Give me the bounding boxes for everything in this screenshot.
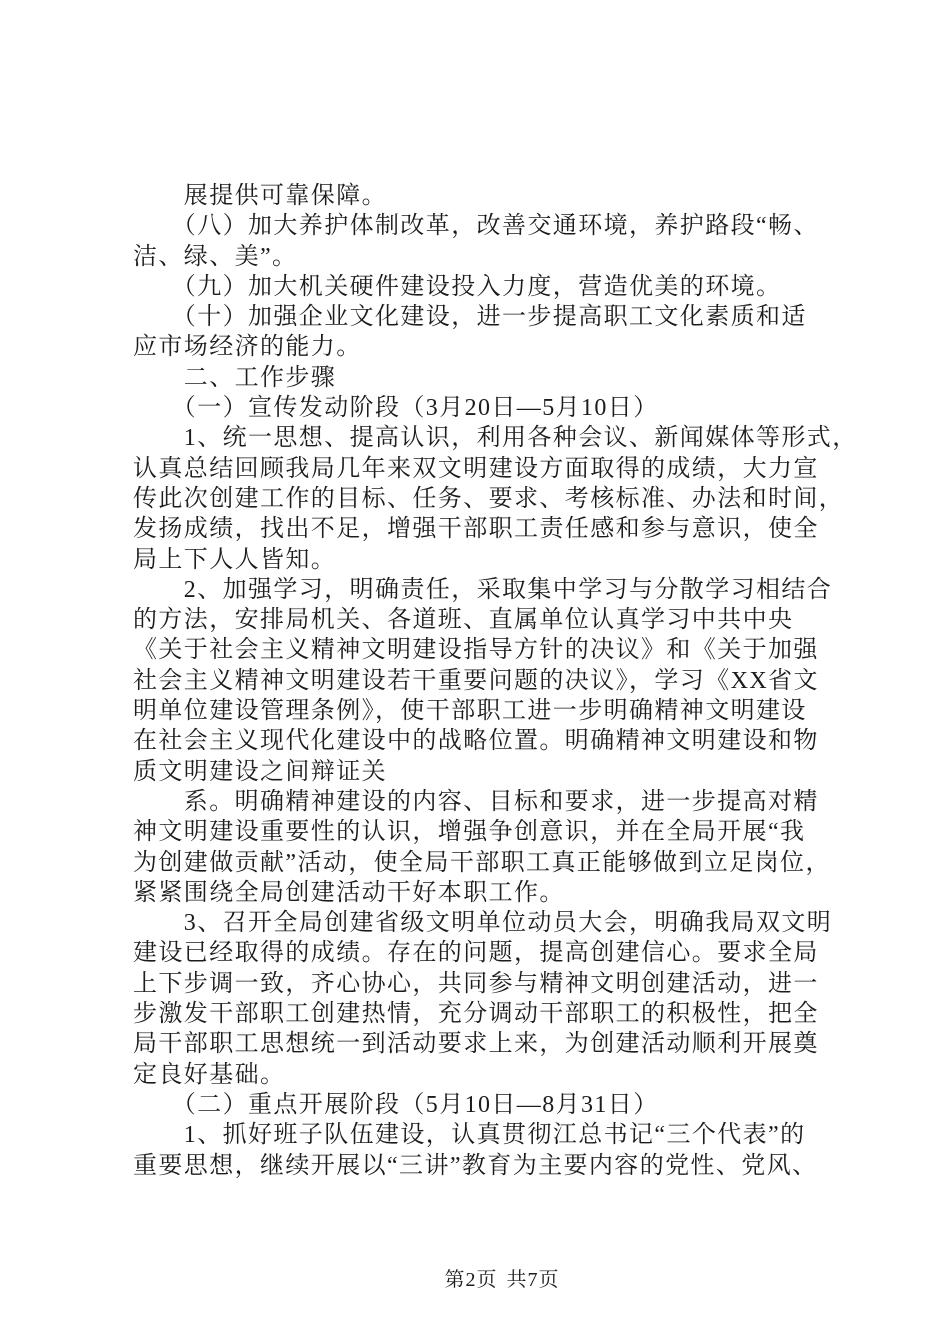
text-line: 局上下人人皆知。 xyxy=(133,546,337,573)
text-line: 社会主义精神文明建设若干重要问题的决议》，学习《XX省文 xyxy=(133,667,819,694)
text-line: 1、统一思想、提高认识，利用各种会议、新闻媒体等形式， xyxy=(133,425,858,452)
page-footer xyxy=(133,1240,847,1315)
footer-total-pages: 共7页 xyxy=(506,1269,560,1291)
text-line: 展提供可靠保障。 xyxy=(133,183,387,209)
text-line: 神文明建设重要性的认识，增强争创意识，并在全局开展“我 xyxy=(133,819,806,846)
text-line: 质文明建设之间辩证关 xyxy=(133,758,387,785)
text-line: （九）加大机关硬件建设投入力度，营造优美的环境。 xyxy=(133,273,782,300)
text-line: 为创建做贡献”活动，使全局干部职工真正能够做到立足岗位， xyxy=(133,849,831,876)
text-line: 《关于社会主义精神文明建设指导方针的决议》和《关于加强 xyxy=(133,637,819,664)
text-line: 系。明确精神建设的内容、目标和要求，进一步提高对精 xyxy=(133,788,819,815)
text-line: （二）重点开展阶段（5月10日—8月31日） xyxy=(133,1091,659,1118)
text-line: 步激发干部职工创建热情，充分调动干部职工的积极性，把全 xyxy=(133,1001,819,1028)
text-line: 重要思想，继续开展以“三讲”教育为主要内容的党性、党风、 xyxy=(133,1152,818,1179)
text-line: （十）加强企业文化建设，进一步提高职工文化素质和适 xyxy=(133,304,807,331)
text-line: 应市场经济的能力。 xyxy=(133,334,362,361)
text-line: 上下步调一致，齐心协心，共同参与精神文明创建活动，进一 xyxy=(133,970,819,997)
text-line: （八）加大养护体制改革，改善交通环境，养护路段“畅、 xyxy=(133,213,819,240)
document-body xyxy=(133,181,858,1181)
text-line: 的方法，安排局机关、各道班、直属单位认真学习中共中央 xyxy=(133,607,794,634)
text-line: 二、工作步骤 xyxy=(133,364,337,391)
text-line: 洁、绿、美”。 xyxy=(133,243,298,270)
text-line: 1、抓好班子队伍建设，认真贯彻江总书记“三个代表”的 xyxy=(133,1122,806,1149)
text-line: 发扬成绩，找出不足，增强干部职工责任感和参与意识，使全 xyxy=(133,516,819,543)
text-line: 局干部职工思想统一到活动要求上来，为创建活动顺利开展奠 xyxy=(133,1031,819,1058)
text-line: 紧紧围绕全局创建活动干好本职工作。 xyxy=(133,879,565,906)
text-line: 在社会主义现代化建设中的战略位置。明确精神文明建设和物 xyxy=(133,728,819,755)
text-line: 定良好基础。 xyxy=(133,1061,286,1088)
text-line: 明单位建设管理条例》，使干部职工进一步明确精神文明建设 xyxy=(133,698,807,725)
text-line: （一）宣传发动阶段（3月20日—5月10日） xyxy=(133,395,659,422)
text-line: 建设已经取得的成绩。存在的问题，提高创建信心。要求全局 xyxy=(133,940,819,967)
text-line: 传此次创建工作的目标、任务、要求、考核标准、办法和时间， xyxy=(133,485,845,512)
text-line: 认真总结回顾我局几年来双文明建设方面取得的成绩，大力宣 xyxy=(133,455,819,482)
footer-current-page: 第2页 xyxy=(444,1269,498,1291)
text-line: 3、召开全局创建省级文明单位动员大会，明确我局双文明 xyxy=(133,910,833,937)
text-line: 2、加强学习，明确责任，采取集中学习与分散学习相结合 xyxy=(133,576,833,603)
